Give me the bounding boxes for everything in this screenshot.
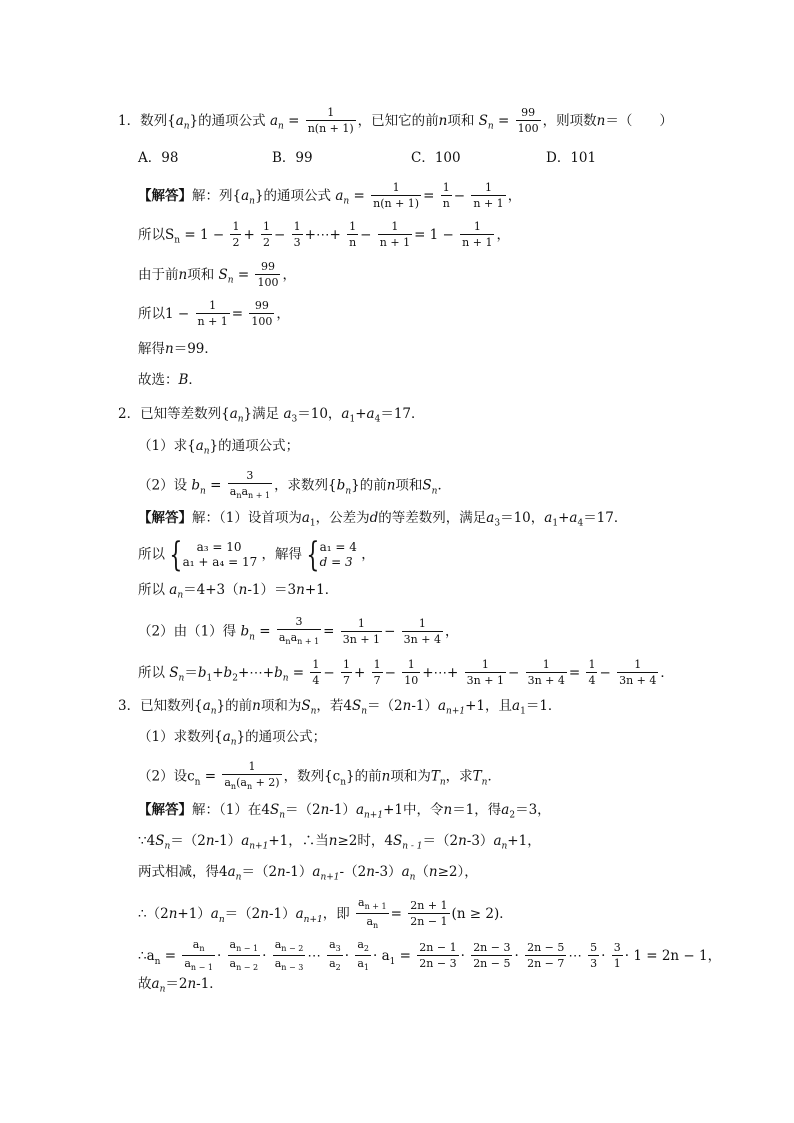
q1-solution-line6: 故选：B． xyxy=(138,372,202,388)
q1-solution-line3: 由于前n项和 $S_n$ = $\frac{99}{100}$ ， xyxy=(138,260,296,289)
q1-solution-line1: 【解答】解：列$\{a_n\}$的通项公式 $a_n$ = $\frac{1}{n(n + 1)}$ = $\frac{1}{n}$ − $\frac{1}{n + 1}$ ， xyxy=(138,181,522,210)
q3-part1: （1）求数列$\{a_n\}$的通项公式； xyxy=(138,729,327,748)
q1-solution-line5: 解得n＝99． xyxy=(138,341,218,357)
q3-part2: （2）设$c_n$ = $\frac{1}{a_n(a_n + 2)}$ ，数列$\{c_n\}$的前n项和为$T_n$，求$T_n$． xyxy=(138,760,501,792)
q3-solution-line3: 两式相减，得$4a_n=(2n-1)a_{n+1}-(2n-3)a_n(n\ge 2)$， xyxy=(138,864,478,883)
q2-solution-line4: （2）由（1）得 $b_n$ = $\frac{3}{a_na_{n + 1}}$ = $\frac{1}{3n + 1}$ − $\frac{1}{3n + 4}$ ， xyxy=(138,615,459,647)
q1-option-c: C．100 xyxy=(411,150,461,166)
q2-solution-line5: 所以 $S_n=b_1+b_2+\cdots+b_n$ = $\frac{1}{4}$ − $\frac{1}{7}$ + $\frac{1}{7}$ − $\frac{1}{10}$ +⋯+ $\frac{1}{3n + 1}$ − $\frac{1}{3n + 4}$ = $\frac{1}{4}$ − $\frac{1}{3n + 4}$ ． xyxy=(138,658,674,687)
q3-solution-line6: 故$a_n=2n-1$． xyxy=(138,976,223,995)
q1-option-a: A．98 xyxy=(138,150,179,166)
q3-stem: 3．已知数列$\{a_n\}$的前n项和为$S_n$，若$4S_n=(2n-1)a_{n+1}+1$，且$a_1=1$． xyxy=(118,698,562,717)
q2-solution-line1: 【解答】解：（1）设首项为$a_1$，公差为d的等差数列，满足$a_3=10$，$a_1+a_4=17$． xyxy=(138,510,628,529)
q3-solution-line5: $\therefore a_n$ = $\frac{a_n}{a_{n - 1}}$ · $\frac{a_{n - 1}}{a_{n - 2}}$ · $\frac{a_{n - 2}}{a_{n - 3}}$ ⋯ $\frac{a_3}{a_2}$ · $\frac{a_2}{a_1}$ · $a_1$ = $\frac{2n - 1}{2n - 3}$ · $\frac{2n - 3}{2n - 5}$ · $\frac{2n - 5}{2n - 7}$ ⋯ $\frac{5}{3}$ · $\frac{3}{1}$ · 1 = 2n − 1， xyxy=(138,938,722,973)
q2-stem: 2．已知等差数列$\{a_n\}$满足 $a_3=10$，$a_1+a_4=17$． xyxy=(118,406,425,425)
q2-part1: （1）求$\{a_n\}$的通项公式； xyxy=(138,438,300,457)
q1-frac: $\frac{1}{n(n + 1)}$ xyxy=(307,106,354,135)
q1-option-d: D．101 xyxy=(546,150,597,166)
q2-solution-line3: 所以 $a_n=4+3(n-1)=3n+1$． xyxy=(138,582,339,601)
q2-part2: （2）设 $b_n$ = $\frac{3}{a_na_{n + 1}}$ ，求数列$\{b_n\}$的前n项和$S_n$． xyxy=(138,469,451,501)
q2-solution-line2: 所以 { a₃ = 10 a₁ + a₄ = 17 ，解得 { a₁ = 4 d = 3 ， xyxy=(138,535,375,575)
q3-solution-line1: 【解答】解：（1）在$4S_n=(2n-1)a_{n+1}+1$中，令n＝1，得$a_2=3$， xyxy=(138,802,551,821)
q1-option-b: B．99 xyxy=(272,150,313,166)
q1-solution-line2: 所以$S_n = 1$ − $\frac{1}{2}$ + $\frac{1}{2}$ − $\frac{1}{3}$ +⋯+ $\frac{1}{n}$ − $\frac{1}{n + 1}$ = 1 − $\frac{1}{n + 1}$ ， xyxy=(138,220,510,249)
q3-solution-line2: $\because 4S_n=(2n-1)a_{n+1}+1$，∴当n≥2时，$4S_{n - 1}=(2n-3)a_n+1$， xyxy=(138,833,541,852)
q3-solution-line4: $\therefore(2n+1)a_n=(2n-1)a_{n+1}$，即 $\frac{a_{n + 1}}{a_n}$ = $\frac{2n + 1}{2n - 1}$ (n ≥ 2)． xyxy=(138,896,513,931)
q1-stem: 1．数列$\{a_n\}$的通项公式 $a_n$ = $\frac{1}{n(n + 1)}$ ，已知它的前n项和 $S_n$ = $\frac{99}{100}$ ，则项数n＝（ ） xyxy=(118,106,673,135)
q1-solution-line4: 所以1 − $\frac{1}{n + 1}$ = $\frac{99}{100}$ ， xyxy=(138,299,290,328)
